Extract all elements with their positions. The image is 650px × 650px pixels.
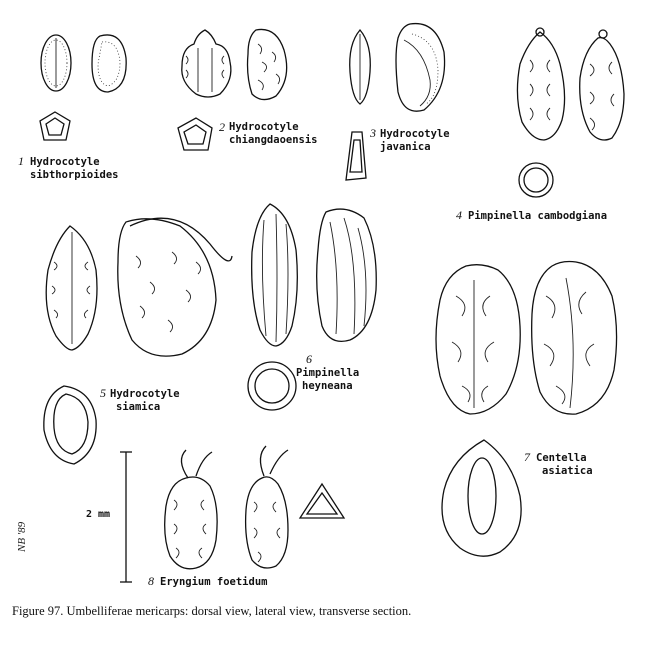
label-name-8a: Eryngium foetidum [160, 576, 268, 588]
scale-label: 2 mm [86, 509, 111, 520]
figure-caption: Figure 97. Umbelliferae mericarps: dorsal view, lateral view, transverse section. [12, 604, 412, 618]
label-number-5: 5 [100, 386, 106, 400]
specimen-4-drawings [517, 28, 624, 197]
specimen-4-dorsal-view [517, 32, 564, 140]
specimen-6-lateral-view [317, 209, 377, 341]
label-name-2b: chiangdaoensis [229, 134, 318, 146]
artist-signature: NB '89 [16, 521, 28, 552]
label-name-3b: javanica [380, 141, 431, 153]
label-number-4: 4 [456, 208, 462, 222]
specimen-3-drawings [346, 24, 445, 180]
label-number-2: 2 [219, 120, 225, 134]
label-number-3: 3 [370, 126, 376, 140]
label-name-3a: Hydrocotyle [380, 128, 450, 140]
specimen-3-transverse-section [346, 132, 366, 180]
label-number-7: 7 [524, 450, 530, 464]
specimen-1-lateral-view [92, 35, 126, 92]
label-name-5b: siamica [116, 401, 161, 413]
specimen-8-dorsal-view [165, 477, 217, 569]
label-name-4a: Pimpinella cambodgiana [468, 210, 608, 222]
label-name-7b: asiatica [542, 465, 593, 477]
specimen-8-drawings [165, 446, 344, 569]
specimen-8-lateral-view [246, 477, 288, 568]
scale-bar [120, 452, 132, 582]
specimen-3-lateral-view [396, 24, 445, 112]
label-number-8: 8 [148, 574, 154, 588]
label-name-1a: Hydrocotyle [30, 156, 100, 168]
specimen-1-transverse-section [40, 112, 70, 140]
specimen-7-drawings [436, 262, 617, 557]
specimen-5-drawings [44, 218, 232, 464]
specimen-6-dorsal-view [252, 204, 298, 346]
specimen-7-dorsal-view [436, 265, 520, 414]
specimen-8-transverse-section [300, 484, 344, 518]
label-name-7a: Centella [536, 452, 587, 464]
label-number-1: 1 [18, 154, 24, 168]
specimen-2-transverse-section [178, 118, 212, 150]
label-name-1b: sibthorpioides [30, 169, 119, 181]
specimen-1-drawings [40, 35, 126, 140]
specimen-5-lateral-view [118, 219, 216, 356]
specimen-2-lateral-view [248, 29, 287, 99]
label-name-2a: Hydrocotyle [229, 121, 299, 133]
specimen-7-lateral-view [532, 262, 617, 415]
specimen-4-lateral-view [580, 38, 624, 140]
label-name-5a: Hydrocotyle [110, 388, 180, 400]
label-number-6: 6 [306, 352, 312, 366]
label-name-6a: Pimpinella [296, 367, 360, 379]
label-name-6b: heyneana [302, 380, 353, 392]
